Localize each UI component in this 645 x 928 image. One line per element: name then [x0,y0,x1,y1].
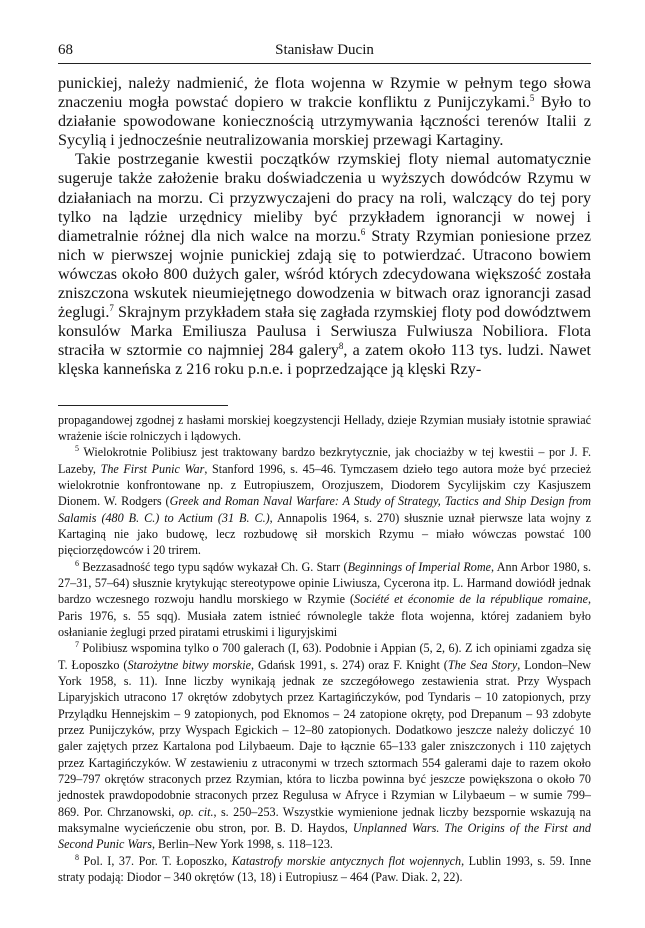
paragraph-1: punickiej, należy nadmienić, że flota wojenna w Rzymie w pełnym tego słowa znaczeniu mogła powstać dopiero w trakcie konfliktu z Punijczykami.$^5$ Było to działanie spowodowane koniecznością utrzymywania łączności terenów Italii z Sycylią i jednocześnie neutralizowania morskiej przewagi Kartaginy. [58,75,591,150]
page-number: 68 [58,42,73,58]
footnote-ref-6: 6 [360,226,366,237]
running-title: Stanisław Ducin [275,42,374,58]
running-header [58,42,591,62]
main-text [58,74,591,380]
footnotes [58,412,591,886]
footnote-7: $^7$ Polibiusz wspomina tylko o 700 galerach (I, 63). Podobnie i Appian (5, 2, 6). Z ich opiniami zgadza się T. Łoposzko (Starożytne bitwy morskie, Gdańsk 1991, s. 274) oraz F. Knight (The Sea Story, London–New York 1958, s. 11). Inne liczby wynikają jednak ze szczegółowego zestawienia strat. Przy Wyspach Liparyjskich utracono 17 okrętów zdobytych przez Kartagińczyków, pod Tyndaris – 10 zatopionych, przy Przylądku Hennejskim – 9 zatopionych, pod Eknomos – 24 zatopione okręty, pod Drepanum – 93 zdobyte przez Punijczyków, przy Wyspach Egickich – 12–80 zatopionych. Dodatkowo jeszcze należy doliczyć 10 galer zajętych przez Kartalona pod Lilybaeum. Daje to łącznie 65–133 galer zniszczonych i 110 zajętych przez Kartagińczyków. W zestawieniu z utraconymi w trzech sztormach 554 galerami daje to razem około 729–797 okrętów straconych przez Rzymian, która to liczba powinna być jeszcze powiększona o około 70 jednostek prawdopodobnie straconych przez Regulusa w Afryce i Rzymian w Lilybaeum – w sumie 799–869. Por. Chrzanowski, op. cit., s. 250–253. Wszystkie wymienione jednak liczby bezspornie wskazują na maksymalne wycieńczenie obu stron, por. B. D. Haydos, Unplanned Wars. The Origins of the First and Second Punic Wars, Berlin–New York 1998, s. 118–123. [58,640,592,852]
footnote-8: $^8$ Pol. I, 37. Por. T. Łoposzko, Katastrofy morskie antycznych flot wojennych, Lublin 1993, s. 59. Inne straty podają: Diodor – 340 okrętów (13, 18) i Eutropiusz – 464 (Paw. Diak. 2, 22). [58,852,591,885]
footnote-continuation: propagandowej zgodnej z hasłami morskiej koegzystencji Hellady, dzieje Rzymian musiały istotnie sprawiać wrażenie iście rolniczych i lądowych. [58,412,591,443]
book-page [58,42,591,885]
footnote-5: $^5$ Wielokrotnie Polibiusz jest traktowany bardzo bezkrytycznie, jak chociażby w tej kwestii – por J. F. Lazeby, The First Punic War, Stanford 1996, s. 45–46. Tymczasem dzieło tego autora może być przecież wielokrotnie konfrontowane np. z Eutropiuszem, Orozjuszem, Diodorem Sycylijskim czy Kasjuszem Dionem. W. Rodgers (Greek and Roman Naval Warfare: A Study of Strategy, Tactics and Ship Design from Salamis (480 B. C.) to Actium (31 B. C.), Annapolis 1964, s. 270) słusznie uznał pierwsze lata wojny z Kartaginą nie jako budowę, lecz rozbudowę sił morskich Rzymu – miało wówczas powstać 100 pięciorzędowców i 20 trirem. [58,444,592,558]
footnote-separator [58,405,228,406]
footnote-6: $^6$ Bezzasadność tego typu sądów wykazał Ch. G. Starr (Beginnings of Imperial Rome, Ann Arbor 1980, s. 27–31, 57–64) słusznie krytykując stereotypowe opinie Liwiusza, Cycerona itp. L. Harmand dowiódł jednak bardzo wczesnego rozwoju handlu morskiego w Rzymie (Société et économie de la république romaine, Paris 1976, s. 55 sqq). Musiała zatem istnieć równolegle także flota wojenna, której zadaniem było osłanianie żeglugi przed piratami etruskimi i liguryjskimi [58,558,591,639]
footnote-ref-7: 7 [109,303,114,314]
footnote-ref-5: 5 [529,93,535,104]
paragraph-2: Takie postrzeganie kwestii początków rzymskiej floty niemal automatycznie sugeruje także założenie braku doświadczenia u wyższych dowódców Rzymu w działaniach na morzu. Ci przyzwyczajeni do pracy na roli, walczący do tej pory tylko na lądzie urzędnicy mieliby być przykładem ignorancji w nowej i diametralnie różnej dla nich walce na morzu.$^6$ Straty Rzymian poniesione przez nich w pierwszej wojnie punickiej zdają się to potwierdzać. Utracono bowiem wówczas około 800 dużych galer, wśród których zdecydowana większość została zniszczona wskutek nieumiejętnego dowodzenia w bitwach oraz ignorancji zasad żeglugi.$^7$ Skrajnym przykładem stała się zagłada rzymskiej floty pod dowództwem konsulów Marka Emiliusza Paulusa i Serwiusza Fulwiusza Nobiliora. Flota straciła w sztormie co najmniej 284 galery$^8$, a zatem około 113 tys. ludzi. Nawet klęska kanneńska z 216 roku p.n.e. i poprzedzające ją klęski Rzy- [58,151,592,379]
footnote-ref-8: 8 [338,341,344,352]
header-rule [58,63,591,64]
